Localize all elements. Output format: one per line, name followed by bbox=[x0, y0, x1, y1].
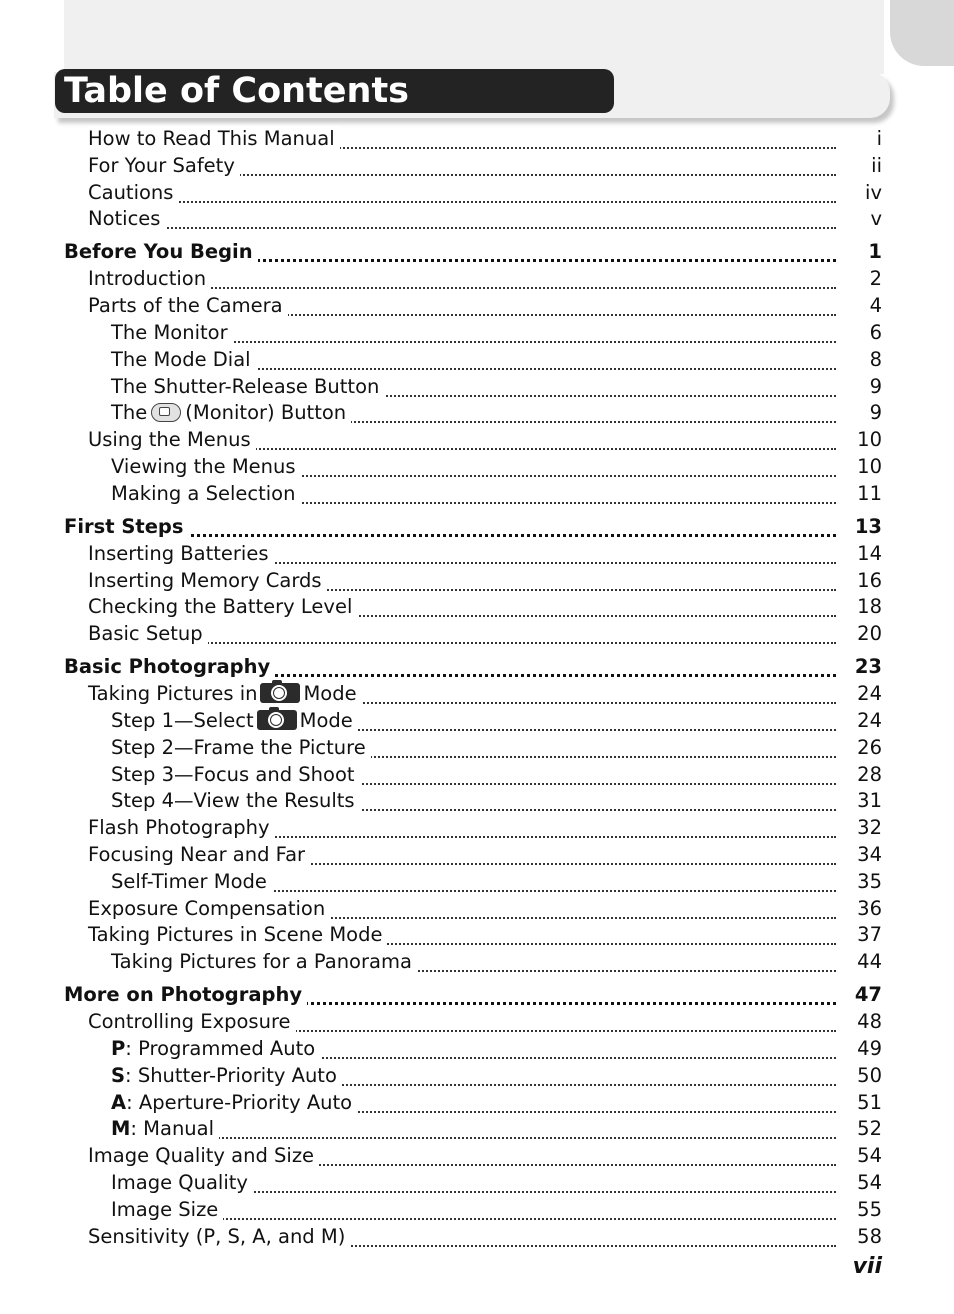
toc-entry[interactable] bbox=[0, 681, 954, 707]
toc-entry-text: Inserting Batteries bbox=[88, 541, 269, 565]
monitor-button-icon bbox=[151, 403, 181, 422]
toc-page-number: 11 bbox=[857, 481, 882, 505]
toc-page-number: 9 bbox=[869, 401, 882, 425]
camera-mode-icon bbox=[257, 710, 297, 730]
toc-entry-label bbox=[111, 1036, 320, 1062]
toc-entry-label bbox=[88, 541, 274, 567]
toc-page-number: 50 bbox=[857, 1063, 882, 1087]
toc-page-number: 47 bbox=[854, 983, 882, 1007]
toc-entry[interactable] bbox=[0, 374, 954, 400]
toc-entry[interactable] bbox=[0, 180, 954, 206]
toc-entry-text: Controlling Exposure bbox=[88, 1010, 291, 1034]
toc-entry[interactable] bbox=[0, 922, 954, 948]
toc-entry-label bbox=[88, 842, 310, 868]
toc-page-number: 54 bbox=[857, 1171, 882, 1194]
toc-entry-label bbox=[88, 206, 165, 232]
toc-entry-label bbox=[111, 762, 360, 788]
toc-entry-text: Step 1—Select bbox=[111, 709, 254, 732]
toc-page-number: 31 bbox=[857, 789, 882, 813]
toc-entry[interactable] bbox=[0, 153, 954, 179]
toc-entry-text: Notices bbox=[88, 207, 161, 231]
toc-entry-label bbox=[111, 400, 351, 426]
toc-page-number: 28 bbox=[857, 762, 882, 786]
toc-entry[interactable] bbox=[0, 320, 954, 346]
toc-entry-text: Inserting Memory Cards bbox=[88, 568, 322, 592]
toc-entry-label bbox=[88, 568, 327, 594]
page-number: vii bbox=[852, 1254, 882, 1279]
toc-entry[interactable] bbox=[0, 293, 954, 319]
toc-entry-label bbox=[111, 788, 360, 814]
toc-entry-label bbox=[111, 1090, 357, 1116]
toc-page-number: 24 bbox=[857, 709, 882, 732]
toc-entry-label bbox=[88, 681, 362, 707]
toc-entry[interactable] bbox=[0, 541, 954, 567]
toc-entry-label bbox=[88, 266, 211, 292]
toc-entry-label bbox=[88, 896, 330, 922]
toc-entry[interactable] bbox=[0, 347, 954, 373]
toc-page-number: 51 bbox=[857, 1090, 882, 1114]
toc-page-number: 26 bbox=[857, 735, 882, 759]
toc-page-number: 4 bbox=[869, 294, 882, 318]
toc-entry-label bbox=[88, 1009, 296, 1035]
dot-leader bbox=[88, 221, 836, 229]
dot-leader bbox=[88, 195, 836, 203]
toc-entry-label bbox=[111, 1063, 342, 1089]
toc-entry-label bbox=[111, 1116, 219, 1142]
toc-entry-text: How to Read This Manual bbox=[88, 127, 335, 150]
exposure-mode-letter: P bbox=[111, 1037, 126, 1060]
camera-mode-icon bbox=[260, 683, 300, 703]
toc-page-number: 54 bbox=[857, 1144, 882, 1168]
toc-chapter[interactable] bbox=[0, 239, 954, 265]
toc-entry-text: : Shutter-Priority Auto bbox=[125, 1063, 337, 1087]
toc-page-number: iv bbox=[865, 180, 882, 204]
toc-entry-label bbox=[111, 374, 384, 400]
toc-entry-text: Introduction bbox=[88, 267, 207, 291]
toc-page-number: 10 bbox=[857, 428, 882, 452]
toc-entry[interactable] bbox=[0, 788, 954, 814]
toc-chapter[interactable] bbox=[0, 514, 954, 540]
toc-entry[interactable] bbox=[0, 454, 954, 480]
toc-entry[interactable] bbox=[0, 1170, 954, 1196]
toc-entry-text-suffix: Mode bbox=[303, 682, 357, 706]
toc-page-number: 2 bbox=[869, 267, 882, 291]
toc-entry-label bbox=[111, 1197, 223, 1223]
toc-entry[interactable] bbox=[0, 1036, 954, 1062]
exposure-mode-letter: S bbox=[111, 1063, 126, 1087]
toc-entry[interactable] bbox=[0, 1197, 954, 1223]
toc-entry-text: Step 4—View the Results bbox=[111, 789, 355, 813]
toc-entry[interactable] bbox=[0, 206, 954, 232]
toc-page-number: 34 bbox=[857, 843, 882, 866]
toc-page-number: 44 bbox=[857, 950, 882, 974]
toc-entry-label bbox=[64, 654, 275, 680]
toc-entry-label bbox=[64, 514, 189, 540]
toc-page-number: 18 bbox=[857, 595, 882, 619]
toc-entry-text: Cautions bbox=[88, 180, 174, 204]
toc-entry-label bbox=[111, 708, 358, 734]
toc-entry[interactable] bbox=[0, 762, 954, 788]
toc-entry-text: Step 2—Frame the Picture bbox=[111, 735, 366, 759]
toc-page-number: ii bbox=[871, 153, 882, 177]
toc-entry[interactable] bbox=[0, 815, 954, 841]
toc-entry[interactable] bbox=[0, 735, 954, 761]
exposure-mode-letter: M bbox=[111, 1117, 131, 1141]
toc-entry[interactable] bbox=[0, 1224, 954, 1250]
toc-entry-label bbox=[88, 922, 387, 948]
toc-entry[interactable] bbox=[0, 266, 954, 292]
toc-entry-text: Making a Selection bbox=[111, 481, 296, 505]
toc-entry-label bbox=[111, 454, 301, 480]
toc-entry-text: The Monitor bbox=[111, 321, 228, 344]
toc-entry-label bbox=[88, 293, 288, 319]
toc-entry-text: The Mode Dial bbox=[111, 347, 251, 371]
toc-entry-text: Checking the Battery Level bbox=[88, 595, 353, 619]
toc-entry-label bbox=[88, 621, 208, 647]
toc-entry-text: Taking Pictures for a Panorama bbox=[111, 950, 412, 974]
toc-page-number: 1 bbox=[868, 240, 882, 264]
toc-entry[interactable] bbox=[0, 949, 954, 975]
toc-page-number: 10 bbox=[857, 455, 882, 478]
toc-entry-text: Viewing the Menus bbox=[111, 455, 296, 478]
toc-entry-text: Taking Pictures in bbox=[88, 682, 258, 706]
toc-entry-text: Before You Begin bbox=[64, 240, 253, 264]
toc-entry-label bbox=[111, 481, 300, 507]
toc-entry[interactable] bbox=[0, 400, 954, 426]
toc-page-number: 37 bbox=[857, 923, 882, 947]
toc-entry[interactable] bbox=[0, 594, 954, 620]
toc-entry-text: Taking Pictures in Scene Mode bbox=[88, 923, 383, 947]
toc-entry-text: The Shutter-Release Button bbox=[111, 374, 380, 398]
toc-page-number: 20 bbox=[857, 622, 882, 646]
dot-leader bbox=[111, 1131, 836, 1139]
toc-entry-text: For Your Safety bbox=[88, 153, 235, 177]
toc-entry-text-suffix: (Monitor) Button bbox=[185, 401, 347, 425]
toc-entry[interactable] bbox=[0, 1090, 954, 1116]
toc-entry-label bbox=[111, 869, 272, 895]
toc-entry-text: Self-Timer Mode bbox=[111, 869, 267, 893]
toc-chapter[interactable] bbox=[0, 654, 954, 680]
toc-entry[interactable] bbox=[0, 708, 954, 734]
toc-entry-label bbox=[88, 1224, 350, 1250]
toc-entry-label bbox=[88, 126, 340, 152]
toc-page-number: i bbox=[876, 127, 882, 150]
toc-page-number: 16 bbox=[857, 568, 882, 592]
toc-page-number: 13 bbox=[854, 514, 882, 538]
toc-entry-label bbox=[88, 427, 256, 453]
toc-entry-text: Exposure Compensation bbox=[88, 896, 326, 920]
toc-entry-label bbox=[88, 594, 357, 620]
toc-page-number: 14 bbox=[857, 541, 882, 565]
toc-page-number: 36 bbox=[857, 896, 882, 920]
toc-entry[interactable] bbox=[0, 427, 954, 453]
toc-entry-label bbox=[111, 735, 371, 761]
toc-entry[interactable] bbox=[0, 1063, 954, 1089]
toc-entry[interactable] bbox=[0, 869, 954, 895]
toc-entry-label bbox=[88, 180, 178, 206]
toc-page-number: 48 bbox=[857, 1010, 882, 1034]
toc-entry-text: : Manual bbox=[130, 1117, 215, 1141]
toc-page-number: 32 bbox=[857, 816, 882, 840]
toc-page-number: 23 bbox=[854, 655, 882, 679]
toc-chapter[interactable] bbox=[0, 982, 954, 1008]
toc-entry-text: Basic Photography bbox=[64, 655, 271, 679]
toc-page-number: 24 bbox=[857, 682, 882, 706]
toc-entry[interactable] bbox=[0, 896, 954, 922]
toc-entry[interactable] bbox=[0, 568, 954, 594]
toc-entry-text: Parts of the Camera bbox=[88, 294, 283, 318]
toc-entry-text: Using the Menus bbox=[88, 428, 251, 452]
toc-entry-text: : Aperture-Priority Auto bbox=[126, 1090, 353, 1114]
toc-entry-text: The bbox=[111, 401, 148, 425]
toc-entry-text: Flash Photography bbox=[88, 816, 270, 840]
toc-page-number: 55 bbox=[857, 1197, 882, 1221]
toc-page-number: 52 bbox=[857, 1117, 882, 1141]
toc-entry-text: More on Photography bbox=[64, 983, 303, 1007]
toc-entry-label bbox=[111, 949, 417, 975]
toc-entry-label bbox=[111, 320, 233, 346]
toc-entry[interactable] bbox=[0, 621, 954, 647]
toc-entry-text: Image Quality and Size bbox=[88, 1144, 315, 1168]
toc-entry-text: Step 3—Focus and Shoot bbox=[111, 762, 355, 786]
toc-entry-text: Image Size bbox=[111, 1197, 219, 1221]
toc-entry-label bbox=[88, 153, 240, 179]
exposure-mode-letter: A bbox=[111, 1090, 127, 1114]
toc-entry-label bbox=[88, 1143, 319, 1169]
toc-entry[interactable] bbox=[0, 1116, 954, 1142]
toc-entry-text: : Programmed Auto bbox=[125, 1037, 316, 1060]
toc-page-number: 35 bbox=[857, 869, 882, 893]
toc-entry-label bbox=[64, 982, 307, 1008]
toc-page-number: 49 bbox=[857, 1037, 882, 1060]
toc-entry[interactable] bbox=[0, 481, 954, 507]
toc-entry[interactable] bbox=[0, 842, 954, 868]
toc-entry-label bbox=[88, 815, 275, 841]
toc-entry-label bbox=[111, 347, 256, 373]
toc-entry-text: Focusing Near and Far bbox=[88, 843, 306, 866]
toc-entry-label bbox=[64, 239, 258, 265]
toc-page-number: 58 bbox=[857, 1224, 882, 1248]
toc-entry-label bbox=[111, 1170, 253, 1196]
toc-entry-text: Sensitivity (P, S, A, and M) bbox=[88, 1224, 346, 1248]
toc-page-number: 6 bbox=[869, 321, 882, 344]
toc-entry[interactable] bbox=[0, 1143, 954, 1169]
toc-entry[interactable] bbox=[0, 1009, 954, 1035]
toc-entry[interactable] bbox=[0, 126, 954, 152]
toc-page-number: v bbox=[870, 207, 882, 231]
toc-page-number: 9 bbox=[869, 374, 882, 398]
toc-entry-text: Basic Setup bbox=[88, 622, 203, 646]
toc-entry-text-suffix: Mode bbox=[299, 709, 353, 732]
toc-entry-text: Image Quality bbox=[111, 1171, 248, 1194]
page-title: Table of Contents bbox=[64, 71, 410, 111]
toc-page-number: 8 bbox=[869, 347, 882, 371]
toc-entry-text: First Steps bbox=[64, 514, 184, 538]
